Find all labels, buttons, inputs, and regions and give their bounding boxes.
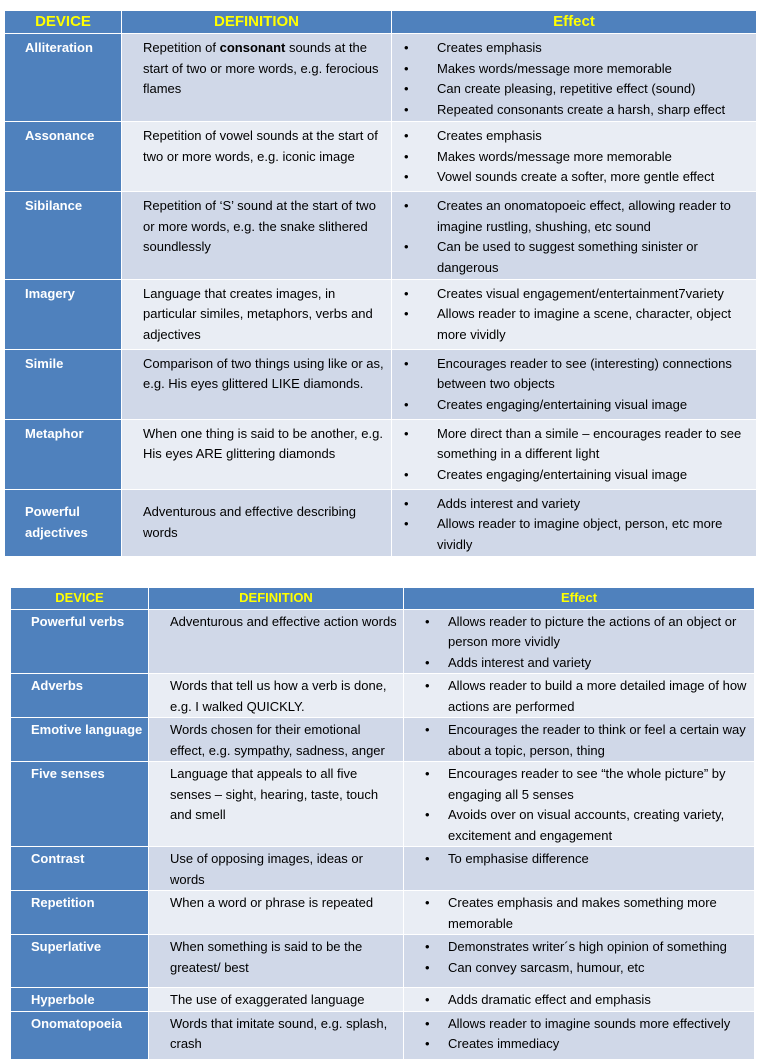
devices-table-2 — [10, 587, 755, 1060]
definition-cell: Repetition of vowel sounds at the start of two or more words, e.g. iconic image — [122, 121, 392, 191]
definition-bold-text: consonant — [219, 40, 286, 55]
device-cell: Contrast — [11, 847, 149, 891]
table-row — [5, 191, 757, 279]
definition-cell: When a word or phrase is repeated — [149, 891, 404, 935]
effect-item: • Can convey sarcasm, humour, etc — [448, 958, 750, 979]
effect-item: • Encourages the reader to think or feel a certain way about a topic, person, thing — [448, 720, 750, 761]
table-row — [11, 762, 755, 847]
header-definition: DEFINITION — [149, 588, 404, 610]
effect-item: • Adds dramatic effect and emphasis — [448, 990, 750, 1011]
effect-item: • Allows reader to imagine object, person, etc more vividly — [437, 514, 752, 555]
effect-item: • Creates visual engagement/entertainment7variety — [437, 284, 752, 305]
definition-cell: Adventurous and effective action words — [149, 609, 404, 674]
table-row — [11, 935, 755, 988]
effect-item: • Allows reader to imagine a scene, character, object more vividly — [437, 304, 752, 345]
definition-cell: The use of exaggerated language — [149, 988, 404, 1012]
effect-cell — [392, 191, 757, 279]
table-row — [11, 847, 755, 891]
effect-cell — [404, 1011, 755, 1059]
definition-cell: Repetition of ‘S’ sound at the start of two or more words, e.g. the snake slithered soundlessly — [122, 191, 392, 279]
header-device: DEVICE — [11, 588, 149, 610]
device-cell: Repetition — [11, 891, 149, 935]
definition-cell — [122, 34, 392, 122]
effect-item: • Avoids over on visual accounts, creating variety, excitement and engagement — [448, 805, 750, 846]
definition-text: Repetition of — [143, 40, 220, 55]
effect-item: • Creates immediacy — [448, 1034, 750, 1055]
effect-cell — [404, 935, 755, 988]
effect-cell — [404, 718, 755, 762]
header-definition: DEFINITION — [122, 11, 392, 34]
effect-item: • Allows reader to build a more detailed image of how actions are performed — [448, 676, 750, 717]
effect-item: • More direct than a simile – encourages reader to see something in a different light — [437, 424, 752, 465]
device-cell: Onomatopoeia — [11, 1011, 149, 1059]
effect-item: • Encourages reader to see (interesting) connections between two objects — [437, 354, 752, 395]
definition-cell: Words chosen for their emotional effect, e.g. sympathy, sadness, anger — [149, 718, 404, 762]
table-row — [5, 419, 757, 489]
definition-cell: Comparison of two things using like or as, e.g. His eyes glittered LIKE diamonds. — [122, 349, 392, 419]
effect-item: • Creates emphasis and makes something more memorable — [448, 893, 750, 934]
device-cell: Hyperbole — [11, 988, 149, 1012]
table-row — [5, 121, 757, 191]
header-device: DEVICE — [5, 11, 122, 34]
effect-cell — [404, 674, 755, 718]
device-cell: Emotive language — [11, 718, 149, 762]
effect-cell — [404, 762, 755, 847]
table-row — [11, 1011, 755, 1059]
effect-item: • Allows reader to imagine sounds more effectively — [448, 1014, 750, 1035]
devices-table-1 — [4, 10, 757, 557]
effect-item: • Can be used to suggest something sinister or dangerous — [437, 237, 752, 278]
device-cell: Metaphor — [5, 419, 122, 489]
definition-cell: Adventurous and effective describing words — [122, 489, 392, 556]
effect-item: • Vowel sounds create a softer, more gentle effect — [437, 167, 752, 188]
effect-cell — [392, 419, 757, 489]
header-effect: Effect — [404, 588, 755, 610]
device-cell: Powerful verbs — [11, 609, 149, 674]
definition-cell: Language that creates images, in particular similes, metaphors, verbs and adjectives — [122, 279, 392, 349]
device-cell: Alliteration — [5, 34, 122, 122]
table-row — [5, 349, 757, 419]
table-row — [11, 674, 755, 718]
header-effect: Effect — [392, 11, 757, 34]
definition-cell: Words that tell us how a verb is done, e.g. I walked QUICKLY. — [149, 674, 404, 718]
device-cell: Simile — [5, 349, 122, 419]
effect-item: • Creates engaging/entertaining visual image — [437, 395, 752, 416]
device-cell: Five senses — [11, 762, 149, 847]
effect-cell — [392, 34, 757, 122]
table-row — [11, 891, 755, 935]
table-row — [5, 34, 757, 122]
table-row — [5, 279, 757, 349]
device-cell: Sibilance — [5, 191, 122, 279]
effect-item: • Creates engaging/entertaining visual image — [437, 465, 752, 486]
definition-text: sounds at the start of two or more words, e.g. ferocious flames — [143, 40, 379, 97]
device-cell: Adverbs — [11, 674, 149, 718]
table-row — [5, 489, 757, 556]
device-cell: Superlative — [11, 935, 149, 988]
effect-cell — [392, 279, 757, 349]
definition-cell: Words that imitate sound, e.g. splash, crash — [149, 1011, 404, 1059]
effect-item: • Repeated consonants create a harsh, sharp effect — [437, 100, 752, 121]
effect-item: • Creates emphasis — [437, 126, 752, 147]
effect-item: • Adds interest and variety — [437, 494, 752, 515]
effect-cell — [404, 847, 755, 891]
effect-item: • To emphasise difference — [448, 849, 750, 870]
effect-item: • Makes words/message more memorable — [437, 59, 752, 80]
effect-item: • Adds interest and variety — [448, 653, 750, 674]
effect-item: • Encourages reader to see “the whole picture” by engaging all 5 senses — [448, 764, 750, 805]
effect-item: • Can create pleasing, repetitive effect (sound) — [437, 79, 752, 100]
effect-item: • Creates emphasis — [437, 38, 752, 59]
effect-cell — [404, 988, 755, 1012]
definition-cell: Use of opposing images, ideas or words — [149, 847, 404, 891]
effect-cell — [392, 489, 757, 556]
effect-cell — [392, 349, 757, 419]
effect-item: • Creates an onomatopoeic effect, allowing reader to imagine rustling, shushing, etc sound — [437, 196, 752, 237]
effect-item: • Makes words/message more memorable — [437, 147, 752, 168]
device-cell: Powerful adjectives — [5, 489, 122, 556]
definition-cell: When something is said to be the greatest/ best — [149, 935, 404, 988]
effect-cell — [392, 121, 757, 191]
table-row — [11, 609, 755, 674]
effect-item: • Demonstrates writer´s high opinion of something — [448, 937, 750, 958]
definition-cell: Language that appeals to all five senses – sight, hearing, taste, touch and smell — [149, 762, 404, 847]
device-cell: Assonance — [5, 121, 122, 191]
effect-item: • Allows reader to picture the actions of an object or person more vividly — [448, 612, 750, 653]
device-cell: Imagery — [5, 279, 122, 349]
effect-cell — [404, 609, 755, 674]
table-row — [11, 988, 755, 1012]
definition-cell: When one thing is said to be another, e.g. His eyes ARE glittering diamonds — [122, 419, 392, 489]
table-row — [11, 718, 755, 762]
effect-cell — [404, 891, 755, 935]
